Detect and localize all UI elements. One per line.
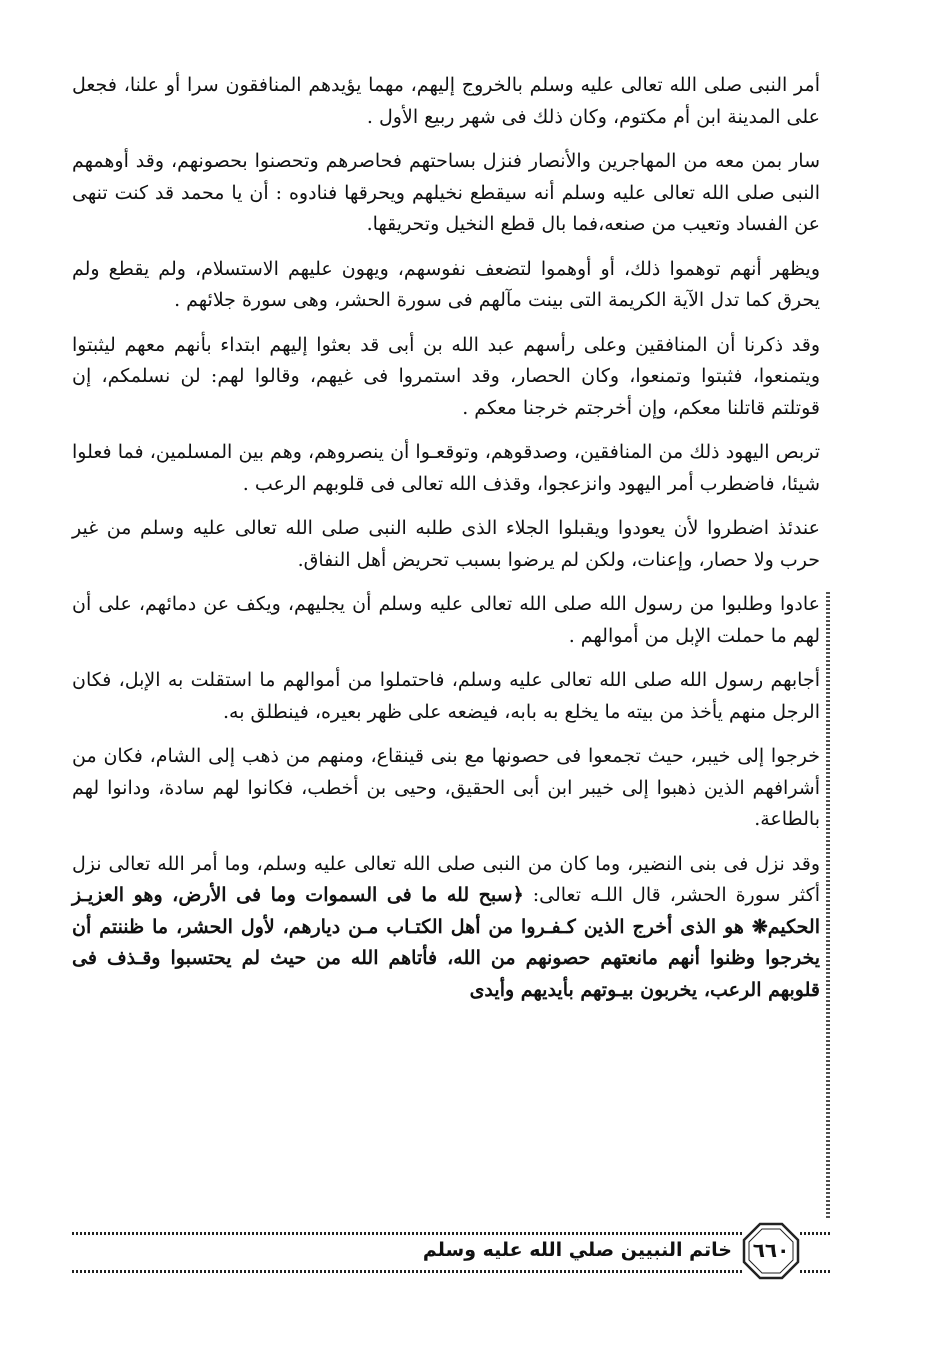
paragraph-6: عندئذ اضطروا لأن يعودوا ويقبلوا الجلاء الذى طلبه النبى صلى الله تعالى عليه وسلم من غير حرب ولا حصار، وإعنات، ولكن لم يرضوا بسبب تحريض أهل النفاق.	[72, 517, 820, 571]
footer-rule-top-right	[800, 1232, 830, 1235]
paragraph-3: ويظهر أنهم توهموا ذلك، أو أوهموا لتضعف نفوسهم، ويهون عليهم الاستسلام، ولم يقطع ولم يحرق كما تدل الآية الكريمة التى بينت مآلهم فى سورة الحشر، وهى سورة جلائهم .	[72, 257, 820, 311]
paragraph-2: سار بمن معه من المهاجرين والأنصار فنزل بساحتهم فحاصرهم وتحصنوا بحصونهم، وقد أوهمهم النبى صلى الله تعالى عليه وسلم أنه سيقطع نخيلهم ويحرقها فنادوه : أن يا محمد قد كنت تنهى عن الفساد وتعيب من صنعه،فما بال قطع النخيل وتحريقها.	[72, 150, 820, 235]
paragraph-10-intro: وقد نزل فى بنى النضير، وما كان من النبى صلى الله تعالى عليه وسلم، وما أمر الله تعالى نزل أكثر سورة الحشر، قال اللـه تعالى:	[72, 852, 820, 906]
paragraph-9: خرجوا إلى خيبر، حيث تجمعوا فى حصونها مع بنى قينقاع، ومنهم من ذهب إلى الشام، فكان من أشرافهم الذين ذهبوا إلى خيبر ابن أبى الحقيق، وحيى بن أخطب، فكانوا لهم سادة، ودانوا لهم بالطاعة.	[72, 745, 820, 830]
quran-quote: ﴿سبح لله ما فى السموات وما فى الأرض، وهو العزيـز الحكيم❋ هو الذى أخرج الذين كـفـروا من أهل الكتـاب مـن ديارهم، لأول الحشر، ما ظننتم أن يخرجوا وظنوا أنهم مانعتهم حصونهم من الله، فأتاهم الله من حيث لم يحتسبوا وقـذف فى قلوبهم الرعب، يخربون بيـوتهم بأيديهم وأيدى	[72, 884, 820, 1001]
footer-rule-bottom-right	[800, 1270, 830, 1273]
paragraph-1: أمر النبى صلى الله تعالى عليه وسلم بالخروج إليهم، مهما يؤيدهم المنافقون سرا أو علنا، فجعل على المدينة ابن أم مكتوم، وكان ذلك فى شهر ربيع الأول .	[72, 74, 820, 128]
running-footer-title: خاتم النبيين صلي الله عليه وسلم	[422, 1239, 732, 1261]
page-body	[72, 70, 820, 1019]
paragraph-8: أجابهم رسول الله صلى الله تعالى عليه وسلم، فاحتملوا من أموالهم ما استقلت به الإبل، فكان الرجل منهم يأخذ من بيته ما يخلع به بابه، فيضعه على ظهر بعيره، فينطلق به.	[72, 669, 820, 723]
page-number: ٦٦٠	[752, 1238, 790, 1262]
paragraph-5: تربص اليهود ذلك من المنافقين، وصدقوهم، وتوقعـوا أن ينصروهم، وهم بين المسلمين، فما فعلوا شيئا، فاضطرب أمر اليهود وانزعجوا، وقذف الله تعالى فى قلوبهم الرعب .	[72, 441, 820, 495]
paragraph-4: وقد ذكرنا أن المنافقين وعلى رأسهم عبد الله بن أبى قد بعثوا إليهم ابتداء بأنهم معهم ليثبتوا ويتمنعوا، فثبتوا وتمنعوا، وكان الحصار، وقد استمروا فى غيهم، وقالوا لهم: لن نسلمكم، إن قوتلتم قاتلنا معكم، وإن أخرجتم خرجنا معكم .	[72, 333, 820, 419]
decorative-side-rule	[826, 592, 830, 1220]
footer-rule-bottom-left	[72, 1270, 742, 1273]
paragraph-7: عادوا وطلبوا من رسول الله صلى الله تعالى عليه وسلم أن يجليهم، ويكف عن دمائهم، على أن لهم ما حملت الإبل من أموالهم .	[72, 593, 820, 647]
page-number-badge	[742, 1222, 800, 1280]
footer-rule-top-left	[72, 1232, 742, 1235]
paragraph-10	[72, 849, 820, 1007]
